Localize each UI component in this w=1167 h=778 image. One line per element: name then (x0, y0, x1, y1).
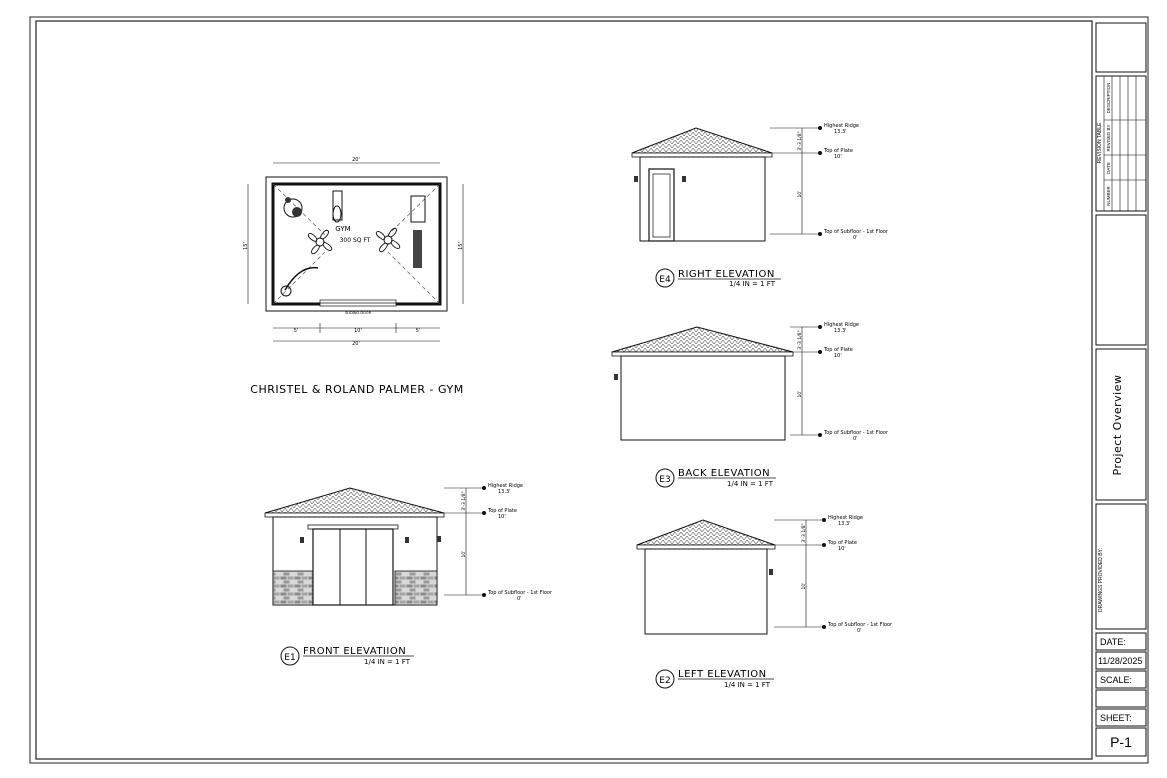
dim-seg-left: 5' (293, 328, 299, 334)
ridge-value: 13.3' (834, 328, 847, 334)
elevation-back (612, 327, 793, 440)
date-label: DATE: (1100, 637, 1126, 647)
subfloor-label: Top of Subfloor - 1st Floor (824, 430, 889, 436)
level-markers-e3 (790, 322, 889, 442)
dim-wall: 10' (798, 190, 803, 198)
revision-table (1096, 76, 1146, 211)
elevation-scale: 1/4 IN = 1 FT (727, 480, 773, 488)
elevation-label-e2 (656, 669, 774, 689)
dim-wall: 10' (802, 582, 807, 590)
scale-label: SCALE: (1100, 675, 1133, 685)
plate-label: Top of Plate (824, 347, 853, 353)
elevation-name: BACK ELEVATION (678, 468, 771, 479)
dim-depth-left: 15' (243, 242, 249, 250)
level-markers-e1 (444, 483, 553, 602)
revision-col-number: NUMBER (1106, 186, 1111, 206)
subfloor-label: Top of Subfloor - 1st Floor (828, 622, 893, 628)
subfloor-value: 0' (517, 596, 522, 602)
ridge-value: 13.3' (838, 521, 851, 527)
elevation-id: E2 (659, 676, 671, 686)
outer-border (30, 17, 1148, 763)
subfloor-label: Top of Subfloor - 1st Floor (824, 229, 889, 235)
subfloor-label: Top of Subfloor - 1st Floor (488, 590, 553, 596)
title-block (1096, 23, 1146, 756)
plate-label: Top of Plate (824, 148, 853, 154)
subfloor-value: 0' (853, 235, 858, 241)
ridge-value: 13.3' (498, 489, 511, 495)
elevation-label-e1 (281, 646, 414, 666)
dim-seg-right: 5' (415, 328, 421, 334)
elevation-id: E1 (284, 653, 296, 663)
elevation-right (632, 128, 772, 241)
level-markers-e2 (774, 515, 893, 634)
subfloor-value: 0' (853, 436, 858, 442)
sheet-number: P-1 (1110, 734, 1132, 750)
elevation-scale: 1/4 IN = 1 FT (724, 681, 770, 689)
ridge-value: 13.3' (834, 129, 847, 135)
dim-wall: 10' (798, 390, 803, 398)
revision-col-date: DATE (1106, 162, 1111, 174)
elevation-name: LEFT ELEVATION (678, 669, 767, 680)
ceiling-fan-icon (308, 230, 331, 253)
elevation-scale: 1/4 IN = 1 FT (729, 280, 775, 288)
elevation-label-e4 (656, 269, 781, 288)
dim-width-top: 20' (352, 157, 360, 163)
room-area: 300 SQ FT (339, 237, 371, 244)
door-label: SLIDING DOOR (344, 311, 372, 315)
level-markers-e4 (770, 123, 889, 241)
dim-width-bottom: 20' (352, 341, 360, 347)
floor-plan (243, 157, 464, 347)
dim-roof: 3'-3 1/8" (798, 330, 803, 350)
sheet-title: Project Overview (1111, 374, 1124, 476)
drawing-border (36, 21, 1092, 759)
ridge-label: Highest Ridge (824, 123, 860, 129)
room-name: GYM (335, 225, 351, 233)
elevation-left (637, 520, 775, 634)
elevation-name: FRONT ELEVATIION (303, 646, 407, 657)
date-value: 11/28/2025 (1098, 656, 1143, 666)
plate-value: 10' (834, 154, 842, 160)
elevation-id: E4 (659, 275, 671, 285)
plate-value: 10' (838, 546, 846, 552)
dim-seg-mid: 10' (354, 328, 362, 334)
dim-roof: 3'-3 1/8" (798, 131, 803, 151)
plate-label: Top of Plate (488, 508, 517, 514)
dim-wall: 10' (462, 550, 467, 558)
dim-roof: 3'-3 1/8" (462, 491, 467, 511)
revision-col-revised-by: REVISED BY (1106, 124, 1111, 152)
project-title: CHRISTEL & ROLAND PALMER - GYM (250, 383, 464, 396)
revision-table-title: REVISION TABLE (1097, 122, 1103, 164)
revision-col-description: DESCRIPTION (1106, 82, 1111, 114)
sheet-label: SHEET: (1100, 713, 1132, 723)
elevation-front (265, 488, 444, 605)
elevation-name: RIGHT ELEVATION (678, 269, 775, 280)
subfloor-value: 0' (857, 628, 862, 634)
elevation-id: E3 (659, 475, 671, 485)
elevation-label-e3 (656, 468, 776, 488)
dim-roof: 3'-3 1/8" (802, 523, 807, 543)
drawings-provided-by: DRAWINGS PROVIDED BY: (1098, 548, 1104, 612)
elevation-scale: 1/4 IN = 1 FT (364, 658, 410, 666)
plate-value: 10' (834, 353, 842, 359)
ceiling-fan-icon (376, 228, 399, 251)
ridge-label: Highest Ridge (828, 515, 864, 521)
equipment-rack (413, 230, 422, 268)
plate-label: Top of Plate (828, 540, 857, 546)
ridge-label: Highest Ridge (488, 483, 524, 489)
plate-value: 10' (498, 514, 506, 520)
ridge-label: Highest Ridge (824, 322, 860, 328)
dim-depth-right: 15' (458, 242, 464, 250)
